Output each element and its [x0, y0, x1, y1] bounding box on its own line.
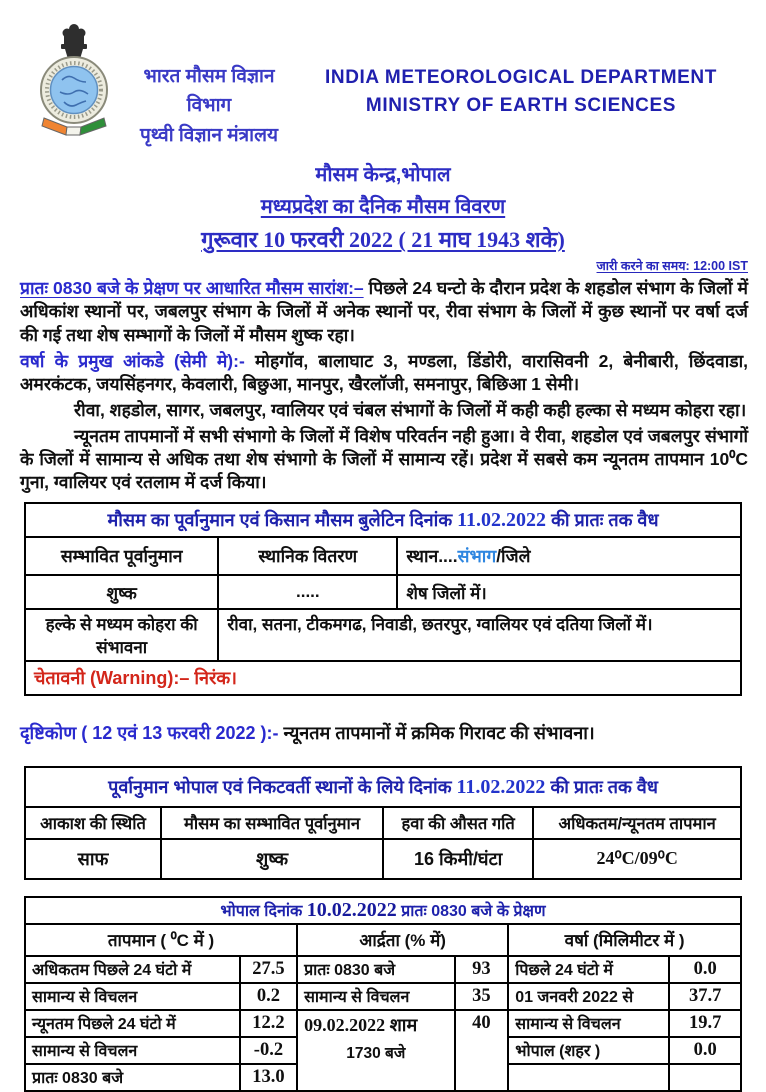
col-header-possible-forecast: सम्भावित पूर्वानुमान	[25, 537, 218, 575]
warning-value: निरंक।	[189, 668, 238, 689]
observations-title-post: प्रातः 0830 बजे के प्रेक्षण	[396, 902, 546, 920]
dept-english-line2: MINISTRY OF EARTH SCIENCES	[365, 94, 677, 116]
humidity-evening-date: 09.02.2022 शाम	[304, 1014, 418, 1035]
outlook-heading: दृष्टिकोण ( 12 एवं 13 फरवरी 2022 ):-	[20, 723, 279, 744]
expected-forecast-value: शुष्क	[161, 839, 383, 879]
forecast-valid-date: 11.02.2022	[457, 509, 547, 532]
place-label-division: संभाग	[457, 546, 497, 567]
bhopal-forecast-title-post: की प्रातः तक वैध	[545, 776, 658, 797]
col-header-max-min-temp: अधिकतम/न्यूनतम तापमान	[533, 807, 741, 839]
rain-empty-label	[508, 1064, 669, 1091]
temperature-paragraph	[20, 425, 748, 494]
document-header	[0, 16, 766, 150]
rain-deviation-value: 19.7	[669, 1010, 741, 1037]
bhopal-forecast-title-row	[25, 767, 741, 807]
warning-label: चेतावनी (Warning):–	[34, 668, 190, 689]
observations-row-2	[25, 983, 741, 1010]
forecast-row-dry	[25, 575, 741, 609]
temp-min-deviation-value: -0.2	[240, 1037, 297, 1064]
rain-24h-value: 0.0	[669, 956, 741, 983]
humidity-deviation-value: 35	[455, 983, 509, 1010]
imd-emblem-icon	[34, 20, 114, 138]
fog-tail: रहा।	[713, 399, 747, 420]
bulletin-title: मध्यप्रदेश का दैनिक मौसम विवरण	[260, 196, 506, 219]
fog-bold-term: हल्का से मध्यम कोहरा	[575, 399, 714, 420]
humidity-deviation-label: सामान्य से विचलन	[297, 983, 455, 1010]
observations-title	[25, 897, 741, 924]
bhopal-forecast-valid-date: 11.02.2022	[456, 775, 546, 798]
sky-condition-value: साफ	[25, 839, 161, 879]
max-min-temp-value: 24⁰C/09⁰C	[533, 839, 741, 879]
dept-name-english	[294, 64, 748, 119]
outlook-text: न्यूनतम तापमानों में क्रमिक गिरावट की संभावना।	[278, 723, 595, 744]
col-header-wind-speed: हवा की औसत गति	[383, 807, 533, 839]
observations-title-pre: भोपाल दिनांक	[220, 902, 307, 920]
humidity-morning-value: 93	[455, 956, 509, 983]
temperature-bold-term: सबसे कम न्यूनतम तापमान 10⁰C गुना, ग्वालियर एवं रतलाम	[20, 448, 748, 493]
office-title: मौसम केन्द्र,भोपाल	[315, 164, 451, 187]
warning-row	[25, 661, 741, 695]
rainfall-figures-heading: वर्षा के प्रमुख आंकडे (सेमी मे):-	[20, 350, 245, 371]
place-label-pre: स्थान....	[406, 546, 458, 567]
bhopal-forecast-table	[24, 766, 742, 880]
summary-tail: दर्ज की गई तथा शेष सम्भागों के जिलों में मौसम शुष्क रहा।	[20, 301, 748, 345]
observations-title-row	[25, 897, 741, 924]
humidity-evening-value: 40	[455, 1010, 509, 1091]
forecast-fog-cell: हल्के से मध्यम कोहरा की संभावना	[25, 609, 218, 661]
group-header-rainfall: वर्षा (मिलिमीटर में )	[508, 924, 741, 956]
outlook-line	[20, 722, 748, 745]
forecast-title-pre: मौसम का पूर्वानुमान एवं किसान मौसम बुलेटिन दिनांक	[107, 510, 458, 531]
issue-time: जारी करने का समय: 12:00 IST	[596, 259, 748, 274]
forecast-dots-cell: .....	[218, 575, 397, 609]
dept-hindi-line1: भारत मौसम विज्ञान विभाग	[143, 66, 275, 117]
dept-hindi-line2: पृथ्वी विज्ञान मंत्रालय	[140, 124, 278, 146]
observations-date: 10.02.2022	[306, 898, 397, 921]
rainfall-figures-text: मोहगॉव, बालाघाट 3, मण्डला, डिंडोरी, वारासिवनी 2, बेनीबारी, छिंदवाडा, अमरकंटक, जयसिंहनगर, केवलारी, बिछुआ, मानपुर, खैरलॉजी, समनापुर, बिछिआ 1 सेमी।	[20, 350, 748, 394]
temp-max-deviation-value: 0.2	[240, 983, 297, 1010]
bhopal-forecast-title	[25, 767, 741, 807]
temp-min-label: न्यूनतम पिछले 24 घंटो में	[25, 1010, 240, 1037]
temperature-text: न्यूनतम तापमानों में सभी संभागो के जिलों में विशेष परिवर्तन नही हुआ। वे रीवा, शहडोल एवं जबलपुर संभागों के जिलों में सामान्य से अधिक तथा शेष संभागो के जिलों में सामान्य रहें। प्रदेश में	[20, 425, 748, 469]
forecast-row-fog	[25, 609, 741, 661]
rainfall-figures-paragraph	[20, 350, 748, 396]
wind-speed-value: 16 किमी/घंटा	[383, 839, 533, 879]
summary-heading: प्रातः 0830 बजे के प्रेक्षण पर आधारित मौसम सारांश:–	[20, 278, 364, 299]
group-header-temperature: तापमान ( ⁰C में )	[25, 924, 297, 956]
fog-paragraph	[20, 399, 748, 422]
col-header-expected-forecast: मौसम का सम्भावित पूर्वानुमान	[161, 807, 383, 839]
rain-deviation-label: सामान्य से विचलन	[508, 1010, 669, 1037]
imd-emblem-logo	[34, 20, 118, 143]
observations-row-1	[25, 956, 741, 983]
temperature-tail: में दर्ज किया।	[179, 472, 267, 493]
weather-summary-paragraph	[20, 277, 748, 346]
temp-min-value: 12.2	[240, 1010, 297, 1037]
forecast-table-header-row	[25, 537, 741, 575]
rain-empty-value	[669, 1064, 741, 1091]
fog-text: रीवा, शहडोल, सागर, जबलपुर, ग्वालियर एवं चंबल संभागों के जिलों में कही कही	[74, 399, 576, 420]
rain-since-jan-label: 01 जनवरी 2022 से	[508, 983, 669, 1010]
temp-morning-label: प्रातः 0830 बजे	[25, 1064, 240, 1091]
bhopal-forecast-header-row	[25, 807, 741, 839]
observations-group-header-row	[25, 924, 741, 956]
rain-bhopal-city-label: भोपाल (शहर )	[508, 1037, 669, 1064]
temp-max-deviation-label: सामान्य से विचलन	[25, 983, 240, 1010]
rain-24h-label: पिछले 24 घंटो में	[508, 956, 669, 983]
rain-bhopal-city-value: 0.0	[669, 1037, 741, 1064]
col-header-spatial-distribution: स्थानिक वितरण	[218, 537, 397, 575]
humidity-morning-label: प्रातः 0830 बजे	[297, 956, 455, 983]
forecast-fog-districts-cell: रीवा, सतना, टीकमगढ, निवाडी, छतरपुर, ग्वालियर एवं दतिया जिलों में।	[218, 609, 741, 661]
ashoka-capital-icon	[61, 24, 87, 59]
globe-icon	[51, 67, 98, 114]
temp-morning-value: 13.0	[240, 1064, 297, 1091]
forecast-table-title	[25, 503, 741, 537]
humidity-evening-label	[297, 1010, 455, 1091]
bhopal-observations-table	[24, 896, 742, 1092]
bulletin-heading-block	[0, 160, 766, 254]
col-header-place	[397, 537, 741, 575]
group-header-humidity: आर्द्रता (% में)	[297, 924, 508, 956]
observations-row-3	[25, 1010, 741, 1037]
forecast-remaining-districts-cell: शेष जिलों में।	[397, 575, 741, 609]
summary-bold-term: वर्षा	[695, 301, 720, 322]
bhopal-forecast-title-pre: पूर्वानुमान भोपाल एवं निकटवर्ती स्थानों के लिये दिनांक	[108, 776, 457, 797]
rain-since-jan-value: 37.7	[669, 983, 741, 1010]
bulletin-date-line: गुरूवार 10 फरवरी 2022 ( 21 माघ 1943 शके)	[201, 227, 565, 253]
warning-cell	[25, 661, 741, 695]
temp-max-value: 27.5	[240, 956, 297, 983]
forecast-title-post: की प्रातः तक वैध	[546, 510, 659, 531]
dept-english-line1: INDIA METEOROLOGICAL DEPARTMENT	[325, 67, 717, 88]
bhopal-forecast-values-row	[25, 839, 741, 879]
place-label-district: /जिले	[496, 546, 531, 567]
forecast-dry-cell: शुष्क	[25, 575, 218, 609]
summary-text: पिछले 24 घन्टो के दौरान प्रदेश के शहडोल संभाग के जिलों में अधिकांश स्थानों पर, जबलपुर संभाग के जिलों में अनेक स्थानों पर, रीवा संभाग के जिलों में कुछ स्थानों पर	[20, 278, 748, 322]
forecast-bulletin-table	[24, 502, 742, 696]
forecast-table-title-row	[25, 503, 741, 537]
humidity-evening-time: 1730 बजे	[346, 1044, 406, 1062]
temp-max-label: अधिकतम पिछले 24 घंटो में	[25, 956, 240, 983]
temp-min-deviation-label: सामान्य से विचलन	[25, 1037, 240, 1064]
col-header-sky-condition: आकाश की स्थिति	[25, 807, 161, 839]
dept-name-hindi	[124, 62, 294, 150]
